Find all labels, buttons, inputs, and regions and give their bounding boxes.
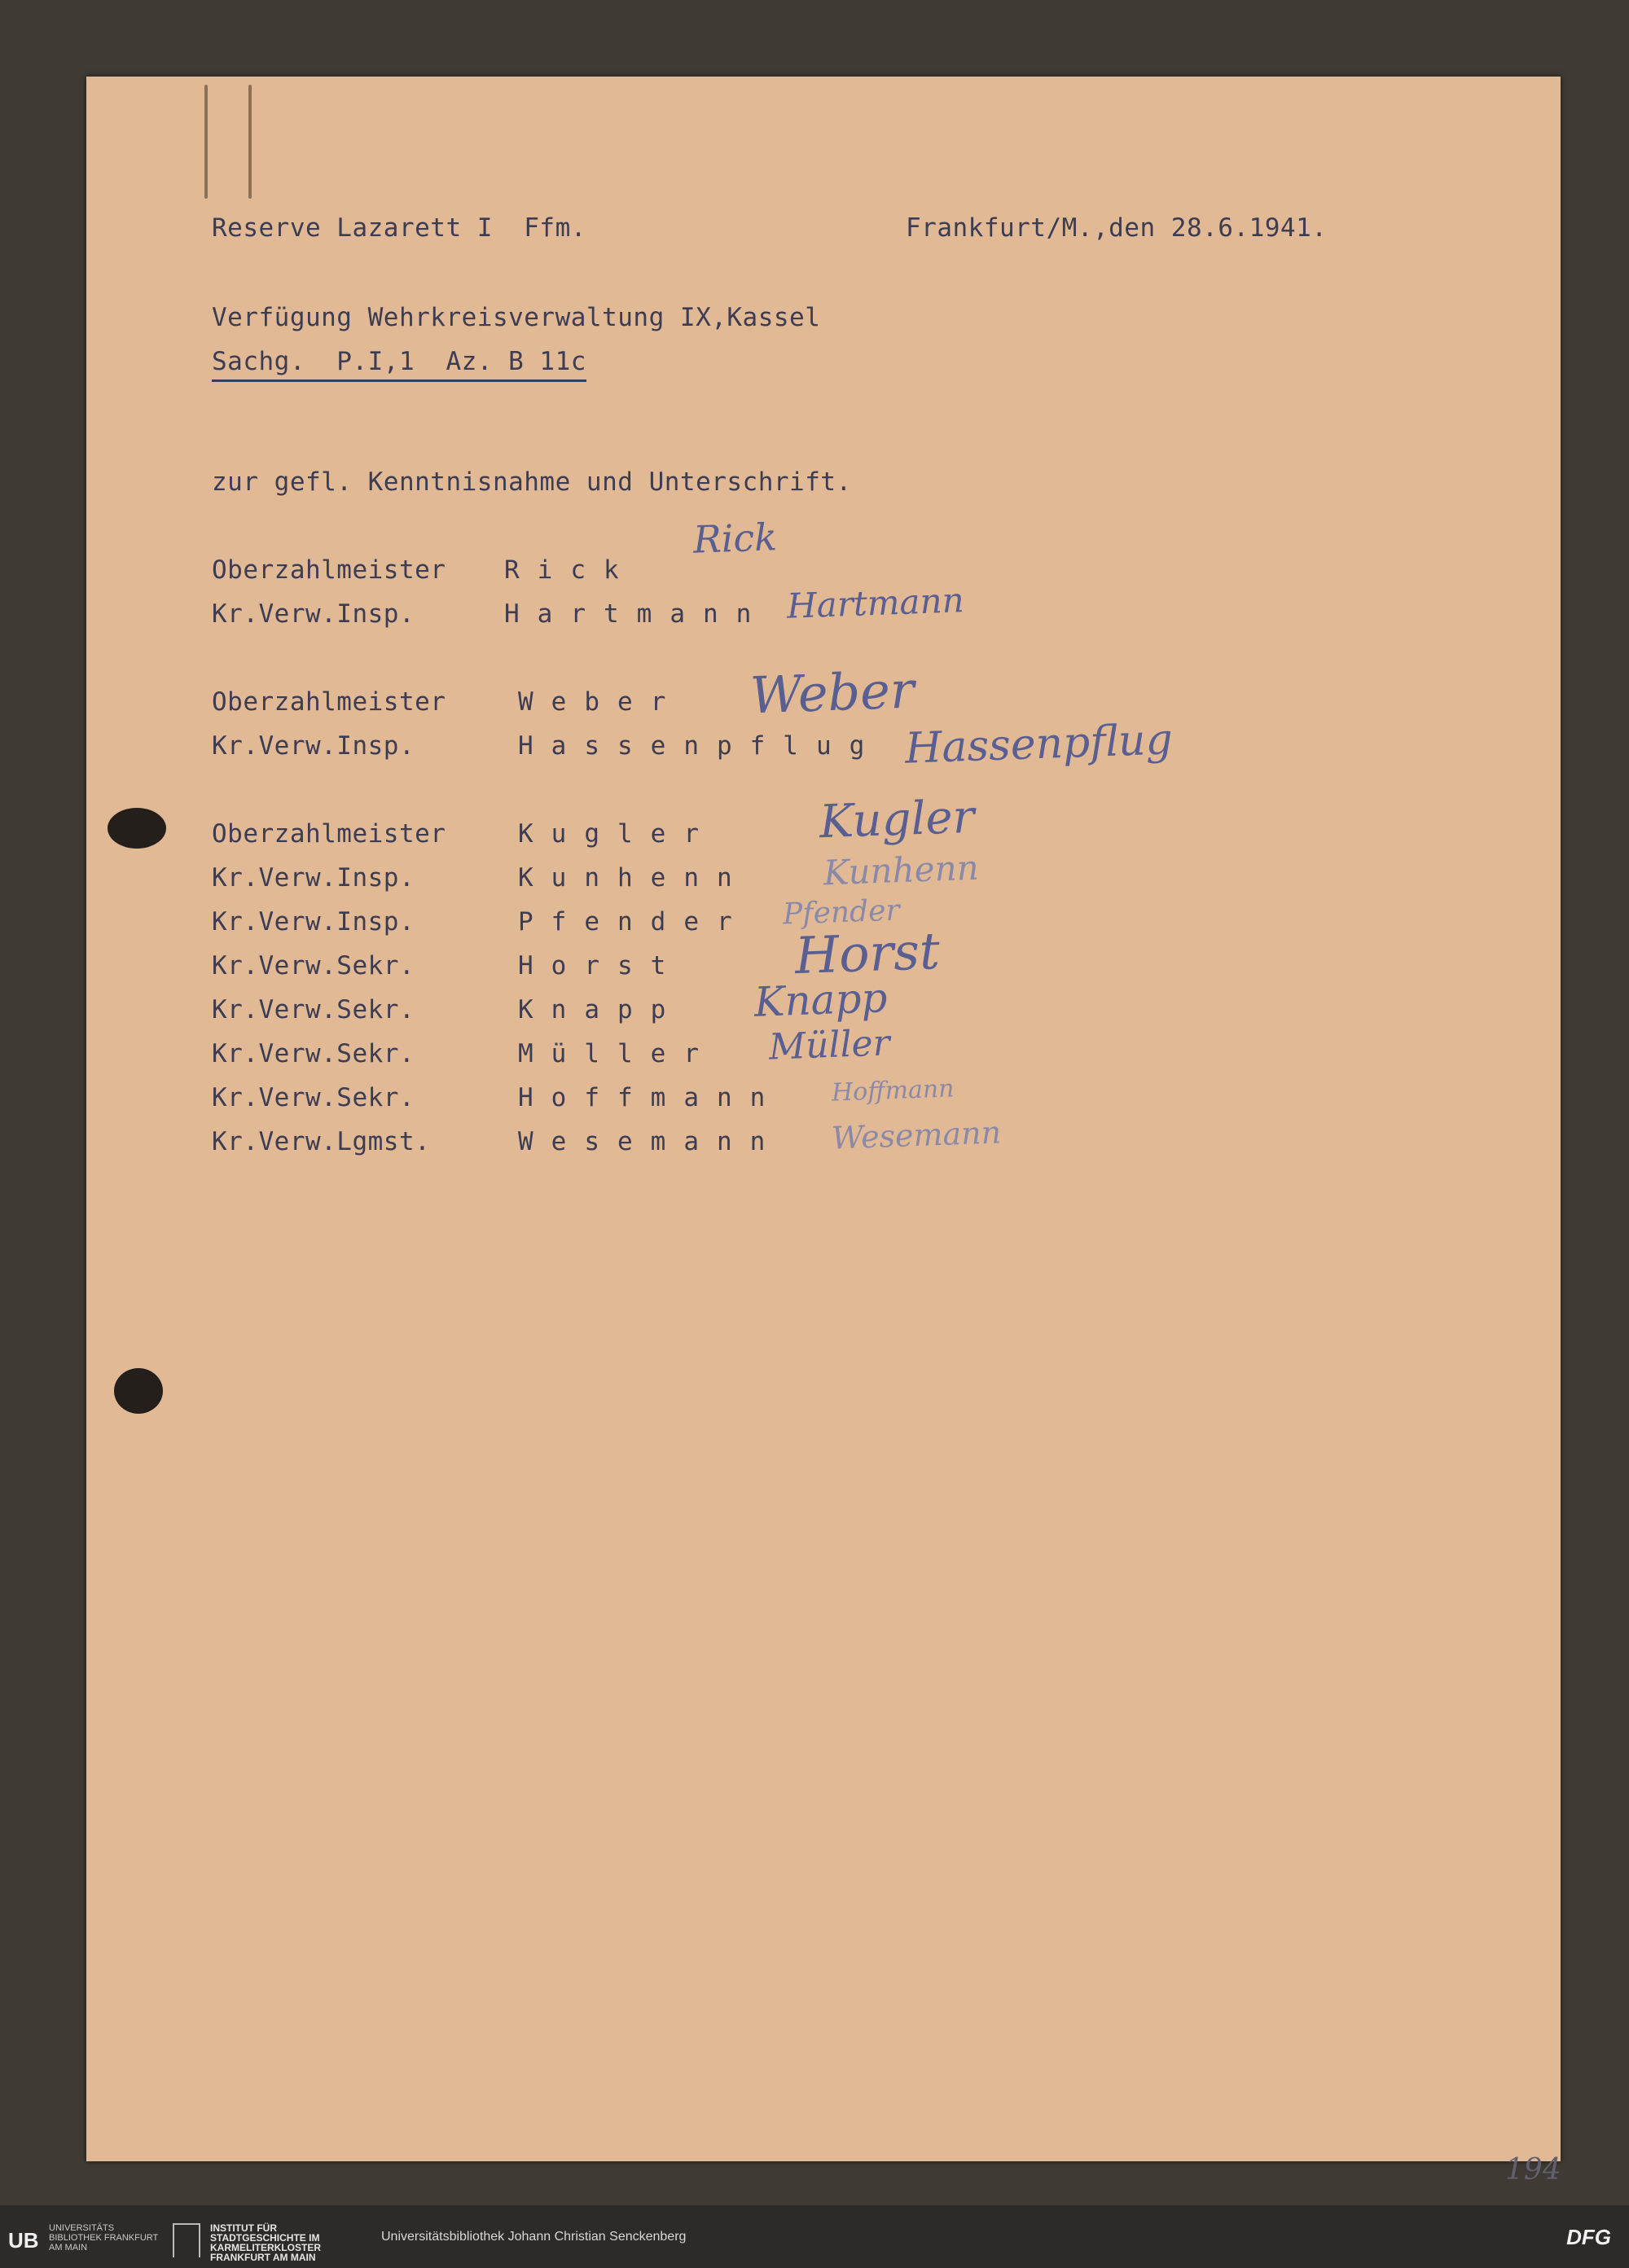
official-title: Kr.Verw.Insp.: [212, 599, 415, 629]
footer-bar: [0, 2205, 1629, 2268]
official-name: Horst: [518, 951, 684, 980]
handwritten-signature: Rick: [692, 515, 778, 562]
handwritten-signature: Pfender: [782, 893, 901, 932]
reference-file-number: Sachg. P.I,1 Az. B 11c: [212, 347, 586, 382]
official-title: Kr.Verw.Lgmst.: [212, 1127, 431, 1156]
official-name: Hassenpflug: [518, 731, 883, 761]
staple-mark: [204, 85, 208, 199]
document-page: [86, 77, 1561, 2187]
handwritten-signature: Wesemann: [831, 1114, 1002, 1156]
official-name: Hoffmann: [518, 1083, 784, 1112]
handwritten-signature: Kugler: [818, 790, 976, 849]
official-name: Pfender: [518, 907, 750, 937]
dfg-logo: DFG: [1566, 2225, 1611, 2249]
place-date: Frankfurt/M.,den 28.6.1941.: [906, 213, 1328, 243]
ub-logo-text: UNIVERSITÄTS BIBLIOTHEK FRANKFURT AM MAIN: [49, 2223, 159, 2253]
official-name: Kugler: [518, 819, 717, 849]
sender-line: Reserve Lazarett I Ffm.: [212, 213, 586, 243]
handwritten-signature: Hassenpflug: [904, 715, 1174, 774]
handwritten-signature: Weber: [749, 660, 915, 726]
handwritten-signature: Horst: [793, 920, 941, 986]
official-title: Kr.Verw.Sekr.: [212, 1083, 415, 1112]
handwritten-signature: Hoffmann: [831, 1074, 955, 1108]
handwritten-signature: Müller: [768, 1022, 891, 1068]
official-title: Kr.Verw.Insp.: [212, 731, 415, 761]
official-title: Kr.Verw.Insp.: [212, 907, 415, 937]
official-title: Oberzahlmeister: [212, 555, 446, 585]
official-name: Kunhenn: [518, 863, 750, 893]
institute-logo-text: INSTITUT FÜR STADTGESCHICHTE IM KARMELITERKLOSTER FRANKFURT AM MAIN: [210, 2222, 321, 2263]
official-title: Kr.Verw.Insp.: [212, 863, 415, 893]
official-name: Knapp: [518, 995, 684, 1024]
official-name: Weber: [518, 687, 684, 717]
punch-hole: [108, 808, 166, 849]
handwritten-signature: Hartmann: [786, 580, 965, 626]
ub-logo: UB: [8, 2228, 39, 2253]
official-title: Oberzahlmeister: [212, 819, 446, 849]
official-name: Müller: [518, 1039, 717, 1068]
official-name: Rick: [504, 555, 637, 585]
reference-line: Verfügung Wehrkreisverwaltung IX,Kassel: [212, 303, 821, 332]
folio-number: 194: [1505, 2153, 1561, 2187]
staple-mark: [248, 85, 252, 199]
instruction-line: zur gefl. Kenntnisnahme und Unterschrift.: [212, 467, 852, 497]
official-title: Kr.Verw.Sekr.: [212, 995, 415, 1024]
official-name: Wesemann: [518, 1127, 784, 1156]
official-name: Hartmann: [504, 599, 770, 629]
official-title: Oberzahlmeister: [212, 687, 446, 717]
official-title: Kr.Verw.Sekr.: [212, 1039, 415, 1068]
handwritten-signature: Kunhenn: [823, 847, 980, 893]
punch-hole: [114, 1368, 163, 1414]
official-title: Kr.Verw.Sekr.: [212, 951, 415, 980]
library-credit: Universitätsbibliothek Johann Christian Senckenberg: [381, 2230, 687, 2244]
handwritten-signature: Knapp: [753, 974, 889, 1026]
institute-logo-icon: [173, 2223, 200, 2257]
